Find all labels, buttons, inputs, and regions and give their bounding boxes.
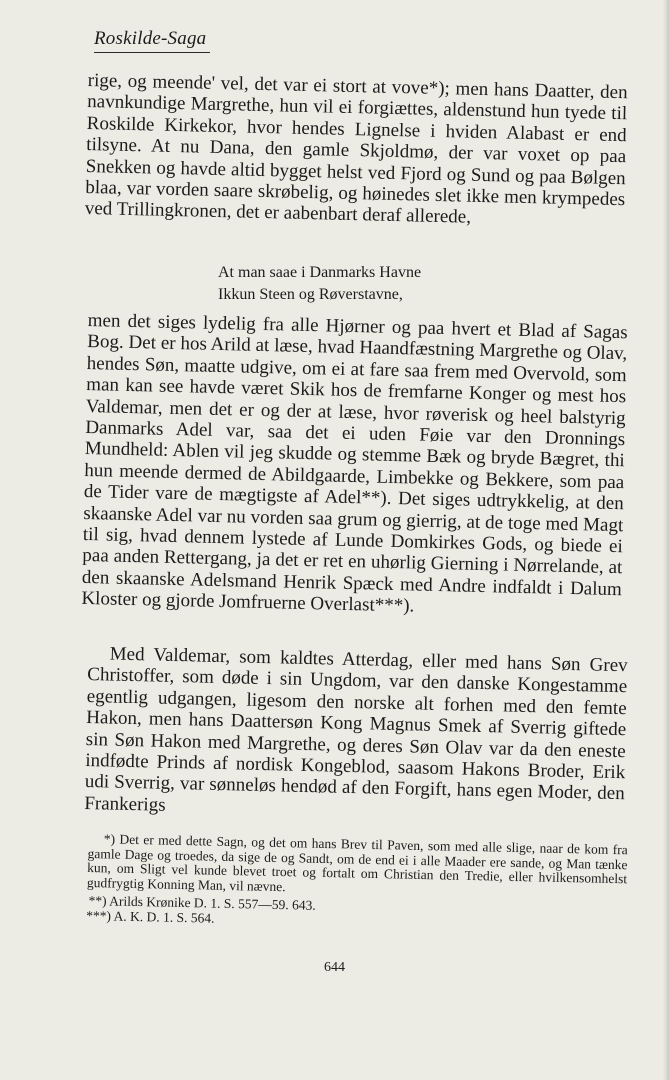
running-head-rule: [94, 52, 210, 53]
footnote-1: *) Det er med dette Sagn, og det om hans Brev til Paven, som med alle slige, naar de kom fra gamle Dage og troedes, da sige de og Sandt, om de end ei i alle Maader ere sande, og Man tænke kun, om Sligt vel kunde blevet troet og fortalt om Christian den Tredie, eller hvilkensomhelst gudfrygtig Konning Man, vil nævne.: [86, 831, 628, 894]
footnote-2: **) Arilds Krønike D. 1. S. 557—59. 643.: [88, 893, 316, 913]
verse-line-2: Ikkun Steen og Røverstavne,: [218, 286, 403, 303]
paragraph-3: Med Valdemar, som kaldtes Atterdag, eller med hans Søn Grev Christoffer, som døde i sin Ungdom, var den danske Kongestamme egentlig udgangen, ligesom den norske alt forhen med den femte Hakon, men hans Daattersøn Kong Magnus Smek af Sverrig giftede sin Søn Hakon med Margrethe, og deres Søn Olav var da den eneste indfødte Prinds af nordisk Kongeblod, saasom Hakons Broder, Erik udi Sverrig, var sønneløs hendød af den Forgift, hans egen Moder, den Frankerigs: [84, 643, 628, 816]
paragraph-1: rige, og meende' vel, det var ei stort at vove*); men hans Daatter, den navnkundige Margrethe, hun vil ei forgiættes, aldenstund hun tyede til Roskilde Kirkekor, hvor hendes Lignelse i hviden Alabast er end tilsyne. At nu Dana, den gamle Skjoldmø, der var voxet op paa Snekken og havde altid bygget helst ved Fjord og Sund og paa Bølgen blaa, var vorden saare skrøbelig, og høinedes slet ikke men krympedes ved Trillingkronen, det er aabenbart deraf allerede,: [84, 70, 628, 229]
paragraph-block-3: [84, 643, 628, 816]
running-head: Roskilde-Saga: [94, 28, 207, 49]
footnote-3: ***) A. K. D. 1. S. 564.: [86, 907, 215, 926]
footnotes: [86, 832, 628, 934]
paragraph-block-1: [84, 70, 628, 229]
paragraph-block-2: [81, 310, 628, 617]
paragraph-2: men det siges lydelig fra alle Hjørner og paa hvert et Blad af Sagas Bog. Det er hos Arild at læse, hvad Haandfæstning Margrethe og Olav, hendes Søn, maatte udgive, om ei at fare saa frem med Overvold, som man kan see havde været Skik hos de fremfarne Konger og mest hos Valdemar, men det er og der at læse, hvor røverisk og heel balstyrig Danmarks Adel var, saa det ei uden Føie var den Dronnings Mundheld: Ablen vil jeg skudde og stemme Bæk og bryde Bægret, thi hun meende dermed de Abildgaarde, Limbekke og Bekkere, som paa de Tider vare de mægtigste af Adel**). Det siges udtrykkelig, at den skaanske Adel var nu vorden saa grum og gierrig, at de toge med Magt til sig, hvad dennem lystede af Lunde Domkirkes Gods, og biede ei paa anden Rettergang, ja det er ret en uhørlig Gierning i Nørrelande, at den skaanske Adelsmand Henrik Spæck med Andre indfaldt i Dalum Kloster og gjorde Jomfruerne Overlast***).: [81, 310, 628, 617]
verse-quote: [218, 262, 421, 306]
verse-line-1: At man saae i Danmarks Havne: [218, 264, 422, 281]
page-number: 644: [324, 960, 345, 975]
page-edge: [663, 0, 669, 1080]
